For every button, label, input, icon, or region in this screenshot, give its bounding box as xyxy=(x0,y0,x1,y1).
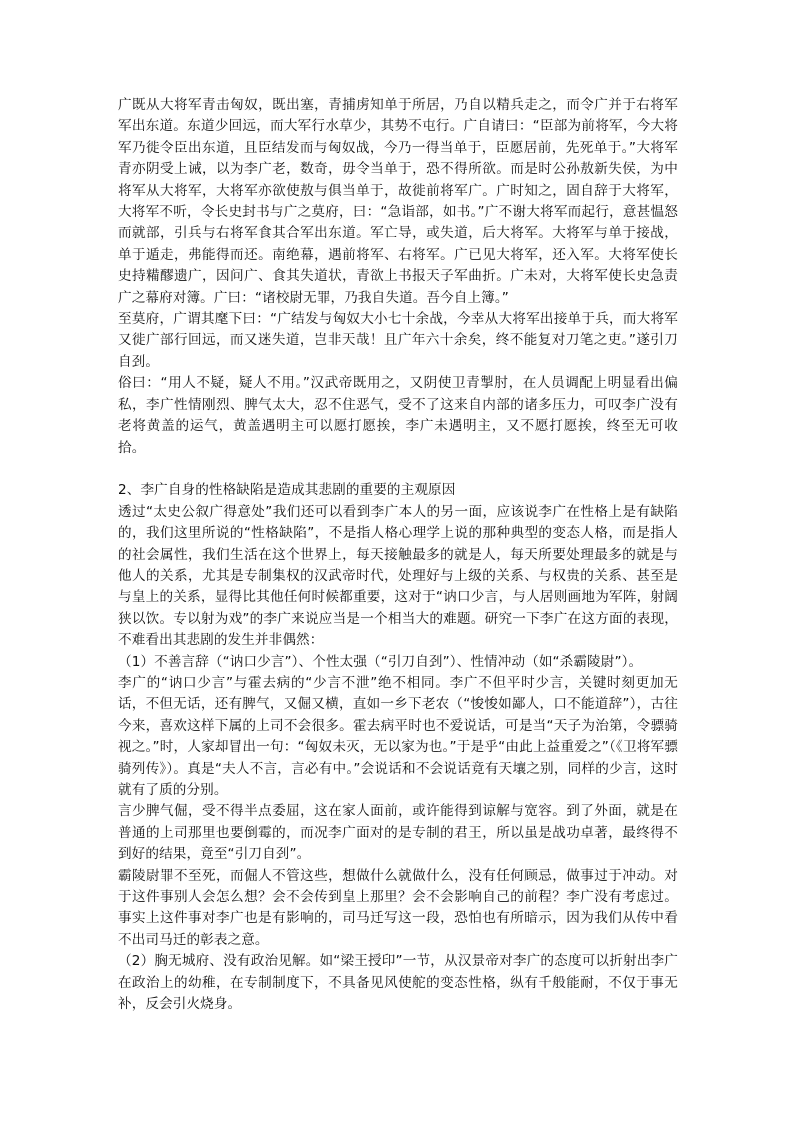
section-heading: 2、李广自身的性格缺陷是造成其悲剧的重要的主观原因 xyxy=(118,482,456,499)
paragraph-1: 广既从大将军青击匈奴，既出塞，青捕虏知单于所居，乃自以精兵走之，而令广并于右将军军出东道。东道少回远，而大军行水草少，其势不屯行。广自请曰：“臣部为前将军，今大将军乃徙令臣出东道，且臣结发而与匈奴战，今乃一得当单于，臣愿居前，先死单于。”大将军青亦阴受上诫，以为李广老，数奇，毋令当单于，恐不得所欲。而是时公孙敖新失侯，为中将军从大将军，大将军亦欲使敖与俱当单于，故徙前将军广。广时知之，固自辞于大将军，大将军不听，令长史封书与广之莫府，曰：“急诣部，如书。”广不谢大将军而起行，意甚愠怒而就部，引兵与右将军食其合军出东道。军亡导，或失道，后大将军。大将军与单于接战，单于遁走，弗能得而还。南绝幕，遇前将军、右将军。广已见大将军，还入军。大将军使长史持糒醪遗广，因问广、食其失道状，青欲上书报天子军曲折。广未对，大将军使长史急责广之幕府对簿。广曰：“诸校尉无罪，乃我自失道。吾今自上簿。” xyxy=(118,97,678,306)
paragraph-4: 透过“太史公叙广得意处”我们还可以看到李广本人的另一面，应该说李广在性格上是有缺陷的，我们这里所说的“性格缺陷”，不是指人格心理学上说的那种典型的变态人格，而是指人的社会属性，我们生活在这个世界上，每天接触最多的就是人，每天所要处理最多的就是与他人的关系，尤其是专制集权的汉武帝时代，处理好与上级的关系、与权贵的关系、甚至是与皇上的关系，显得比其他任何时候都重要，这对于“讷口少言，与人居则画地为军阵，射阔狭以饮。专以射为戏”的李广来说应当是一个相当大的难题。研究一下李广在这方面的表现，不难看出其悲剧的发生并非偶然： xyxy=(118,503,678,649)
paragraph-7: 言少脾气倔，受不得半点委屈，这在家人面前，或许能得到谅解与宽容。到了外面，就是在普通的上司那里也要倒霉的，而况李广面对的是专制的君王，所以虽是战功卓著，最终得不到好的结果，竟至“引刀自刭”。 xyxy=(118,803,678,863)
paragraph-2: 至莫府，广谓其麾下曰：“广结发与匈奴大小七十余战，今幸从大将军出接单于兵，而大将军又徙广部行回远，而又迷失道，岂非天哉！且广年六十余矣，终不能复对刀笔之吏。”遂引刀自刭。 xyxy=(118,311,678,370)
document-body xyxy=(118,95,678,1015)
paragraph-5: （1）不善言辞（“讷口少言”）、个性太强（“引刀自刭”）、性情冲动（如“杀霸陵尉”）。 xyxy=(118,653,643,670)
paragraph-6: 李广的“讷口少言”与霍去病的“少言不泄”绝不相同。李广不但平时少言，关键时刻更加无话，不但无话，还有脾气，又倔又横，直如一乡下老农（“悛悛如鄙人，口不能道辞”），古往今来，喜欢这样下属的上司不会很多。霍去病平时也不爱说话，可是当“天子为治第，令骠骑视之。”时，人家却冒出一句：“匈奴未灭，无以家为也。”于是乎“由此上益重爱之”（《卫将军骠骑列传》）。真是“夫人不言，言必有中。”会说话和不会说话竟有天壤之别，同样的少言，这时就有了质的分别。 xyxy=(118,674,678,798)
paragraph-3: 俗曰：“用人不疑，疑人不用。”汉武帝既用之，又阴使卫青掣肘，在人员调配上明显看出偏私，李广性情刚烈、脾气太大，忍不住恶气，受不了这来自内部的诸多压力，可叹李广没有老将黄盖的运气，黄盖遇明主可以愿打愿挨，李广未遇明主，又不愿打愿挨，终至无可收拾。 xyxy=(118,375,678,456)
paragraph-8: 霸陵尉罪不至死，而倔人不管这些，想做什么就做什么，没有任何顾忌，做事过于冲动。对于这件事别人会怎么想？会不会传到皇上那里？会不会影响自己的前程？李广没有考虑过。事实上这件事对李广也是有影响的，司马迁写这一段，恐怕也有所暗示，因为我们从传中看不出司马迁的彰表之意。 xyxy=(118,867,678,948)
blank-line xyxy=(118,459,678,480)
paragraph-9: （2）胸无城府、没有政治见解。如“梁王授印”一节，从汉景帝对李广的态度可以折射出李广在政治上的幼稚，在专制制度下，不具备见风使舵的变态性格，纵有千般能耐，不仅于事无补，反会引火烧身。 xyxy=(118,953,678,1013)
